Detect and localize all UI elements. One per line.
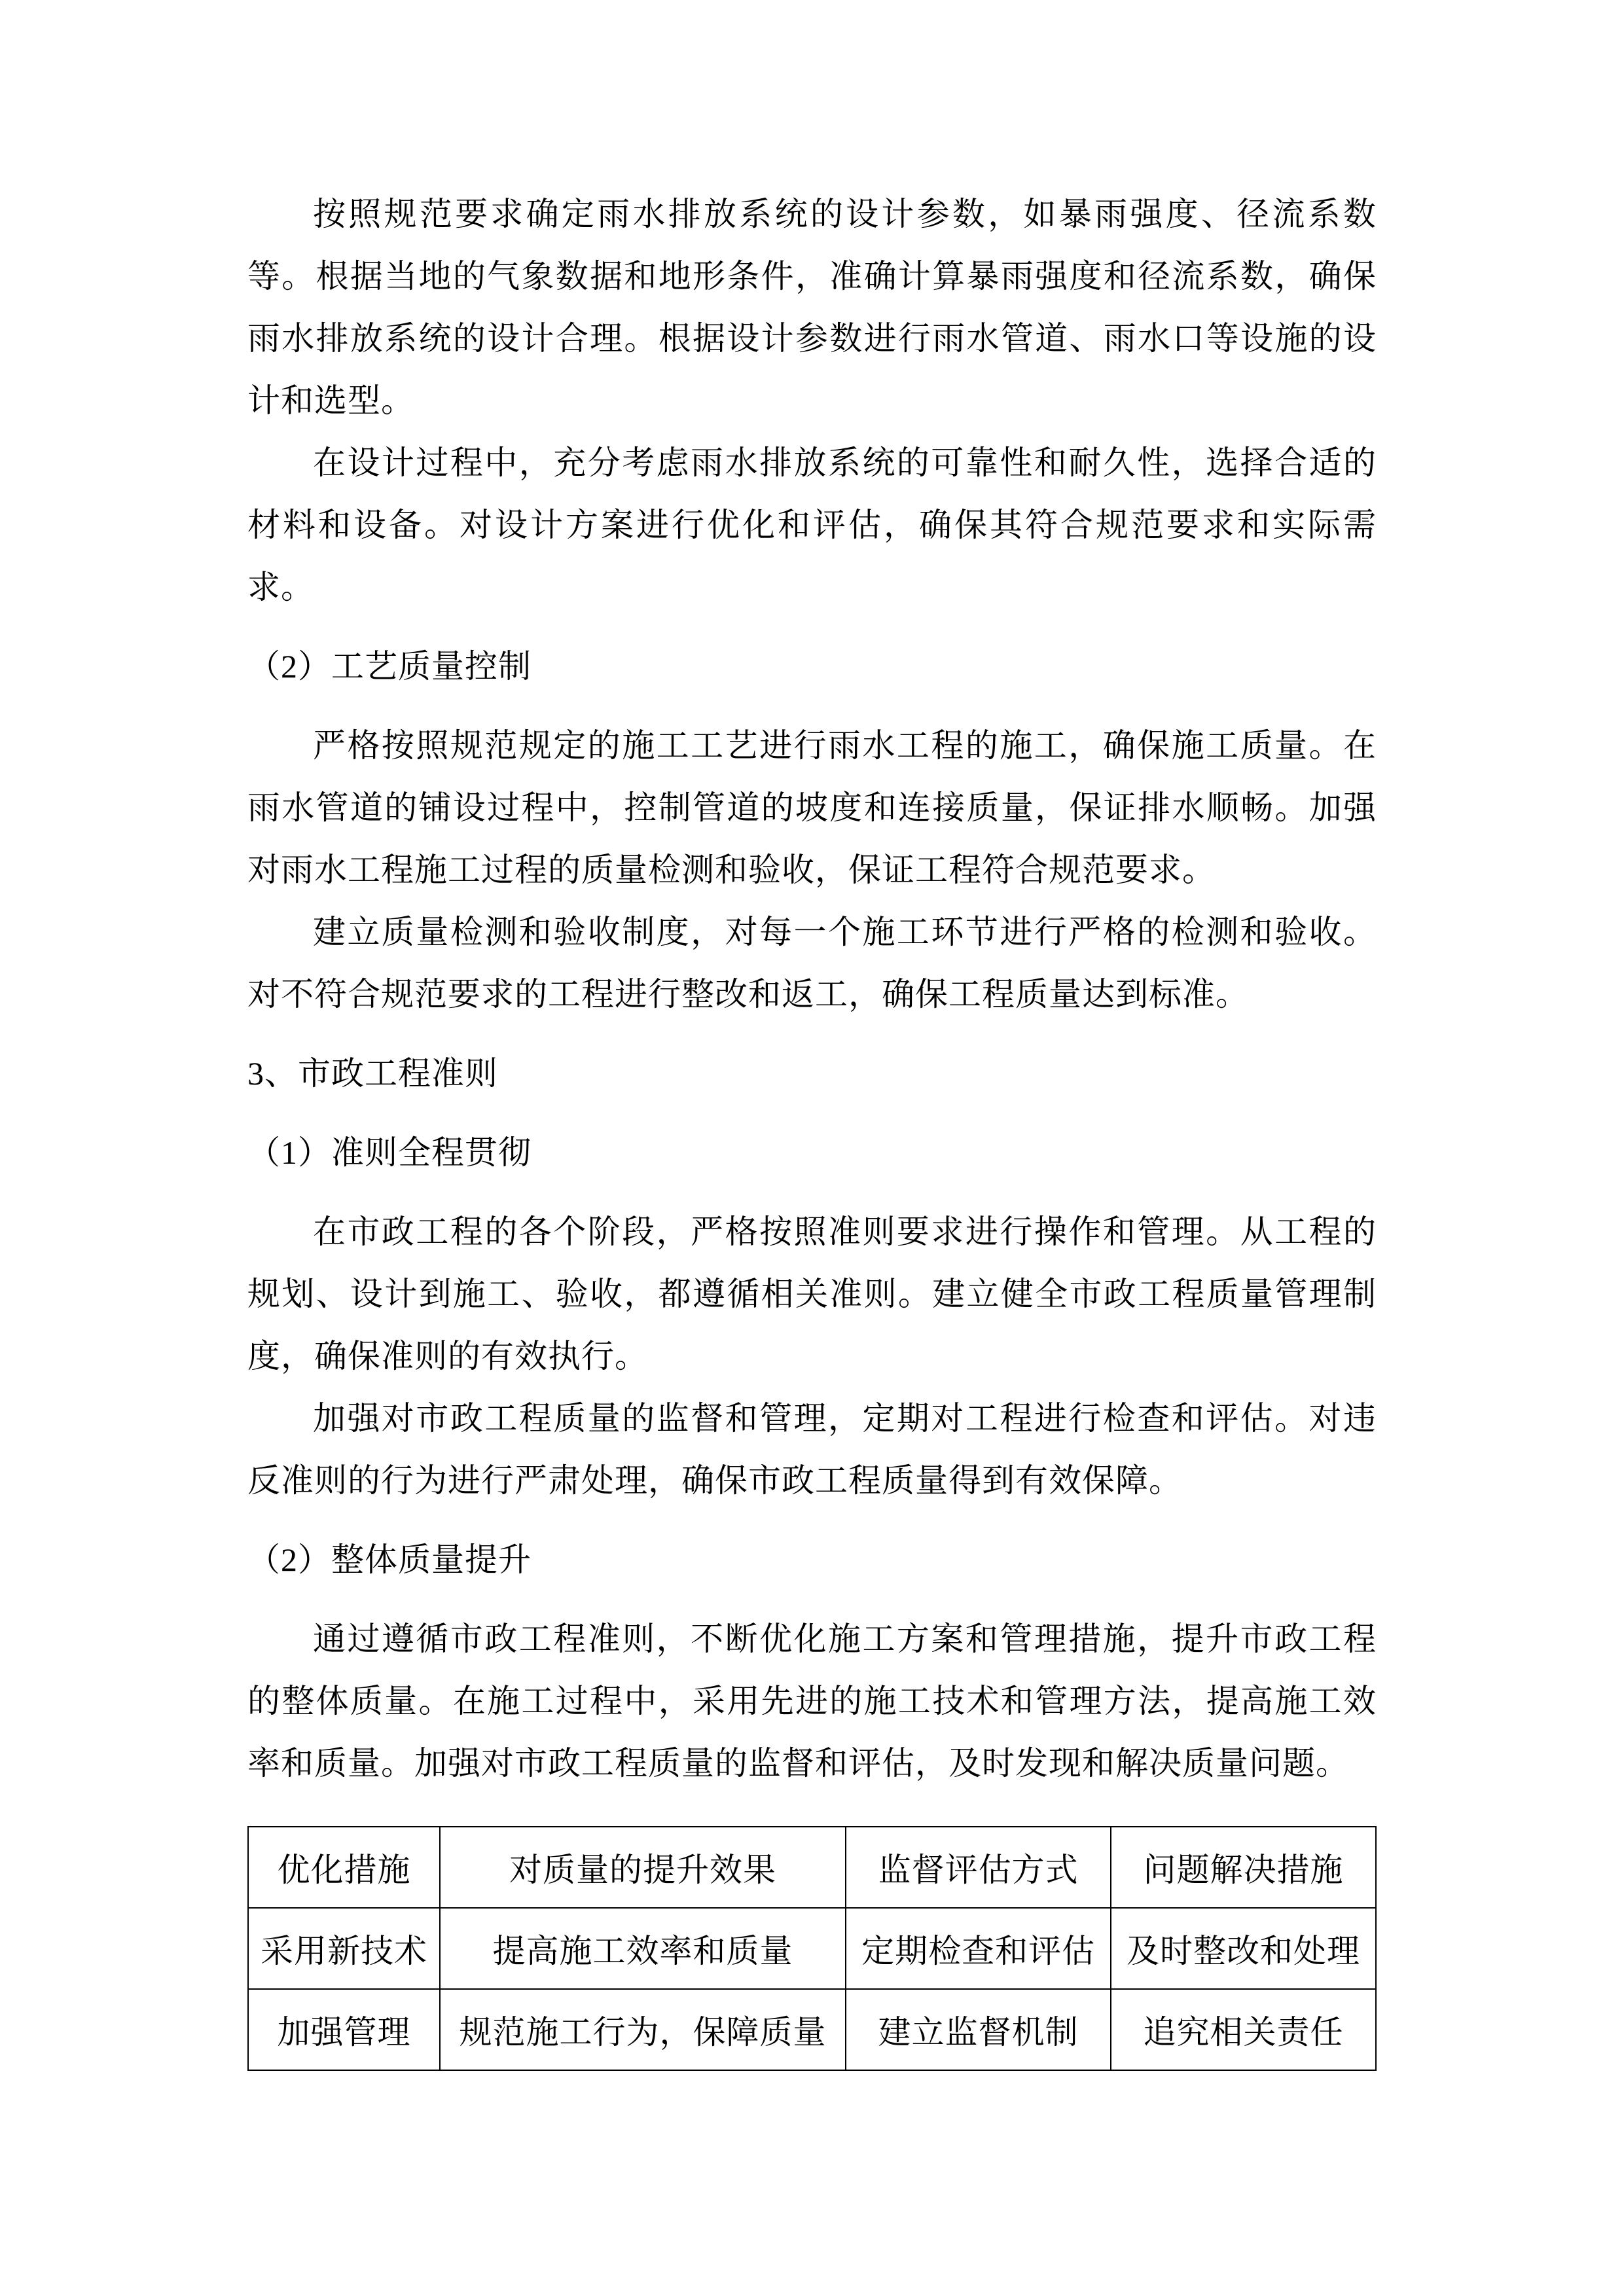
paragraph-inspection-system: 建立质量检测和验收制度，对每一个施工环节进行严格的检测和验收。对不符合规范要求的工程进行整改和返工，确保工程质量达到标准。 — [247, 914, 1377, 1013]
heading-process-quality-control: （2）工艺质量控制 — [247, 648, 532, 685]
table-header-cell: 对质量的提升效果 — [440, 1827, 846, 1908]
table-cell: 追究相关责任 — [1111, 1989, 1376, 2070]
quality-improvement-table — [247, 1826, 1377, 2071]
heading-municipal-standards: 3、市政工程准则 — [247, 1055, 498, 1092]
table-header-cell: 优化措施 — [248, 1827, 440, 1908]
table-header-row — [248, 1827, 1376, 1908]
paragraph-supervision: 加强对市政工程质量的监督和管理，定期对工程进行检查和评估。对违反准则的行为进行严肃处理，确保市政工程质量得到有效保障。 — [247, 1400, 1377, 1499]
table-header-cell: 问题解决措施 — [1111, 1827, 1376, 1908]
paragraph-design-process: 在设计过程中，充分考虑雨水排放系统的可靠性和耐久性，选择合适的材料和设备。对设计方案进行优化和评估，确保其符合规范要求和实际需求。 — [247, 444, 1377, 605]
paragraph-design-parameters: 按照规范要求确定雨水排放系统的设计参数，如暴雨强度、径流系数等。根据当地的气象数据和地形条件，准确计算暴雨强度和径流系数，确保雨水排放系统的设计合理。根据设计参数进行雨水管道、雨水口等设施的设计和选型。 — [247, 196, 1377, 419]
heading-overall-quality: （2）整体质量提升 — [247, 1541, 532, 1578]
table-row — [248, 1989, 1376, 2070]
heading-standards-throughout: （1）准则全程贯彻 — [247, 1134, 532, 1171]
table-cell: 及时整改和处理 — [1111, 1908, 1376, 1989]
table-header-cell: 监督评估方式 — [846, 1827, 1111, 1908]
table-cell: 加强管理 — [248, 1989, 440, 2070]
table-cell: 建立监督机制 — [846, 1989, 1111, 2070]
table-cell: 规范施工行为，保障质量 — [440, 1989, 846, 2070]
table-cell: 定期检查和评估 — [846, 1908, 1111, 1989]
table-cell: 采用新技术 — [248, 1908, 440, 1989]
paragraph-all-stages: 在市政工程的各个阶段，严格按照准则要求进行操作和管理。从工程的规划、设计到施工、验收，都遵循相关准则。建立健全市政工程质量管理制度，确保准则的有效执行。 — [247, 1213, 1377, 1374]
paragraph-strict-process: 严格按照规范规定的施工工艺进行雨水工程的施工，确保施工质量。在雨水管道的铺设过程中，控制管道的坡度和连接质量，保证排水顺畅。加强对雨水工程施工过程的质量检测和验收，保证工程符合规范要求。 — [247, 727, 1377, 888]
table-row — [248, 1908, 1376, 1989]
paragraph-overall-improvement: 通过遵循市政工程准则，不断优化施工方案和管理措施，提升市政工程的整体质量。在施工过程中，采用先进的施工技术和管理方法，提高施工效率和质量。加强对市政工程质量的监督和评估，及时发现和解决质量问题。 — [247, 1621, 1377, 1782]
table-cell: 提高施工效率和质量 — [440, 1908, 846, 1989]
